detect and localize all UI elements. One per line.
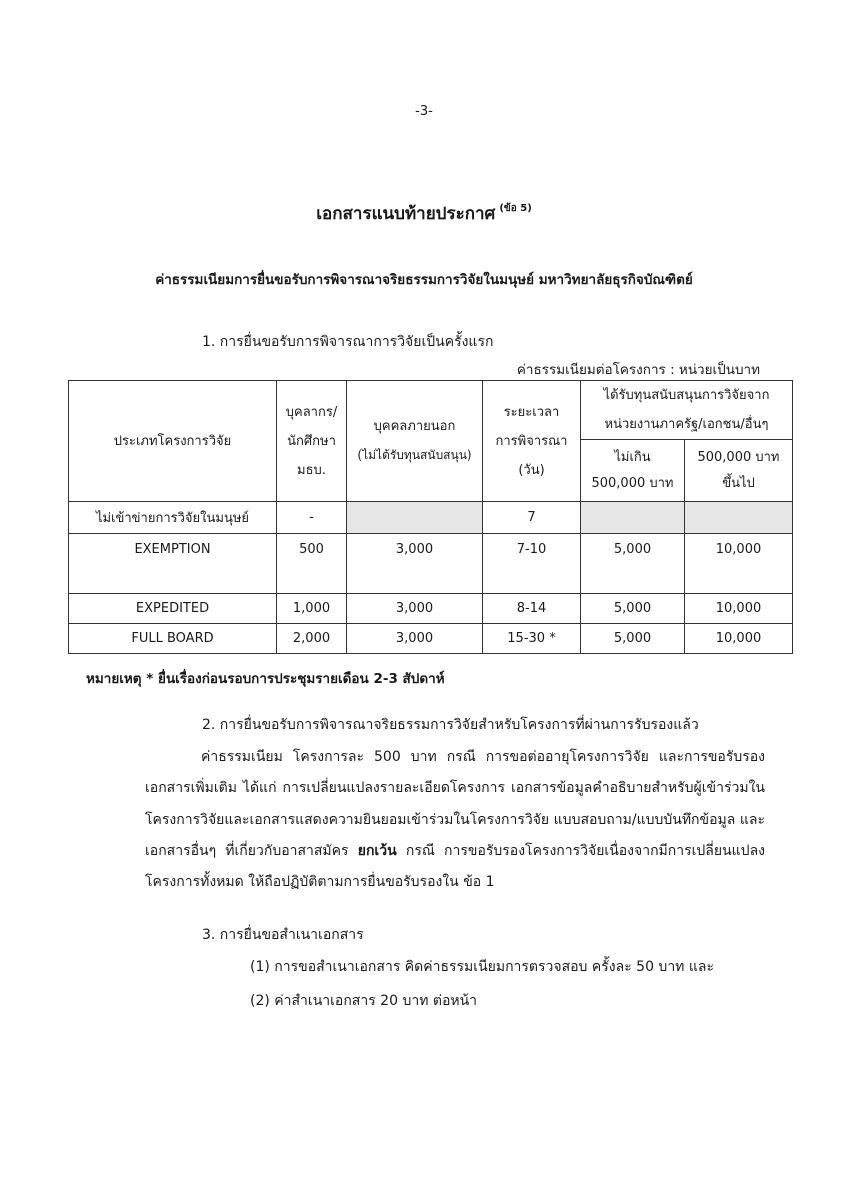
- section2-text-part2: กรณี การขอรับรองโครงการวิจัยเนื่องจากมีการเปลี่ยนแปลงโครงการทั้งหมด ให้ถือปฏิบัติตามการยื่นขอรับรองใน ข้อ 1: [145, 842, 765, 891]
- header-period-line3: (วัน): [518, 462, 545, 478]
- header-funded-high-line1: 500,000 บาท: [697, 449, 780, 465]
- row-external: [347, 502, 483, 534]
- unit-note: ค่าธรรมเนียมต่อโครงการ : หน่วยเป็นบาท: [516, 362, 760, 378]
- row-type: EXEMPTION: [69, 534, 277, 594]
- row-funded-high: 10,000: [685, 624, 793, 654]
- row-funded-high: 10,000: [685, 534, 793, 594]
- row-period: 15-30 *: [483, 624, 581, 654]
- header-period: [483, 381, 581, 502]
- row-funded-low: 5,000: [581, 534, 685, 594]
- row-external: 3,000: [347, 624, 483, 654]
- row-period: 7: [483, 502, 581, 534]
- table-row: [69, 624, 793, 654]
- section2-text-part1: ค่าธรรมเนียม โครงการละ 500 บาท กรณี การขอต่ออายุโครงการวิจัย และการขอรับรองเอกสารเพิ่มเติม ได้แก่ การเปลี่ยนแปลงรายละเอียดโครงการ เอกสารข้อมูลคำอธิบายสำหรับผู้เข้าร่วมในโครงการวิจัยและเอกสารแสดงความยินยอมเข้าร่วมในโครงการวิจัย แบบสอบถาม/แบบบันทึกข้อมูล และเอกสารอื่นๆ ที่เกี่ยวกับอาสาสมัคร: [145, 749, 765, 859]
- row-type: FULL BOARD: [69, 624, 277, 654]
- header-external-line1: บุคคลภายนอก: [373, 419, 456, 434]
- row-staff: 1,000: [277, 594, 347, 624]
- section3-heading: 3. การยื่นขอสำเนาเอกสาร: [202, 927, 364, 943]
- header-staff-line2: นักศึกษา: [287, 433, 336, 449]
- row-funded-low: 5,000: [581, 594, 685, 624]
- row-funded-low: [581, 502, 685, 534]
- table-remark: หมายเหตุ * ยื่นเรื่องก่อนรอบการประชุมรายเดือน 2-3 สัปดาห์: [86, 671, 445, 687]
- header-funded-high: [685, 440, 793, 502]
- header-period-line1: ระยะเวลา: [503, 404, 560, 420]
- row-funded-high: [685, 502, 793, 534]
- row-type: EXPEDITED: [69, 594, 277, 624]
- table-row: [69, 502, 793, 534]
- header-funded-high-line2: ขึ้นไป: [722, 475, 755, 491]
- subtitle: ค่าธรรมเนียมการยื่นขอรับการพิจารณาจริยธรรมการวิจัยในมนุษย์ มหาวิทยาลัยธุรกิจบัณฑิตย์: [155, 272, 693, 288]
- header-staff: [277, 381, 347, 502]
- section3-item-1: (1) การขอสำเนาเอกสาร คิดค่าธรรมเนียมการตรวจสอบ ครั้งละ 50 บาท และ: [250, 959, 714, 975]
- row-period: 8-14: [483, 594, 581, 624]
- header-funded-low-line1: ไม่เกิน: [614, 449, 651, 465]
- header-funded-low-line2: 500,000 บาท: [591, 475, 674, 491]
- table-row: [69, 534, 793, 594]
- row-staff: -: [277, 502, 347, 534]
- row-period: 7-10: [483, 534, 581, 594]
- row-external: 3,000: [347, 534, 483, 594]
- fee-table: [68, 380, 793, 654]
- header-funded-line1: ได้รับทุนสนับสนุนการวิจัยจาก: [603, 388, 770, 403]
- page-title: [0, 200, 848, 227]
- header-funded: [581, 381, 793, 440]
- title-note: (ข้อ 5): [499, 203, 532, 214]
- row-funded-high: 10,000: [685, 594, 793, 624]
- header-staff-line1: บุคลากร/: [285, 404, 338, 420]
- header-type: ประเภทโครงการวิจัย: [69, 381, 277, 502]
- header-funded-line2: หน่วยงานภาครัฐ/เอกชน/อื่นๆ: [604, 417, 769, 432]
- header-external-line2: (ไม่ได้รับทุนสนับสนุน): [357, 448, 472, 462]
- section2-paragraph: [145, 742, 765, 898]
- table-row: [69, 594, 793, 624]
- row-staff: 500: [277, 534, 347, 594]
- section3-item-2: (2) ค่าสำเนาเอกสาร 20 บาท ต่อหน้า: [250, 993, 478, 1009]
- row-funded-low: 5,000: [581, 624, 685, 654]
- title-text: เอกสารแนบท้ายประกาศ: [316, 204, 496, 224]
- row-staff: 2,000: [277, 624, 347, 654]
- section1-heading: 1. การยื่นขอรับการพิจารณาการวิจัยเป็นครั้งแรก: [202, 334, 494, 350]
- row-type: ไม่เข้าข่ายการวิจัยในมนุษย์: [69, 502, 277, 534]
- header-staff-line3: มธบ.: [297, 462, 326, 478]
- header-period-line2: การพิจารณา: [495, 433, 568, 449]
- section2-heading: 2. การยื่นขอรับการพิจารณาจริยธรรมการวิจัยสำหรับโครงการที่ผ่านการรับรองแล้ว: [202, 717, 699, 733]
- header-funded-low: [581, 440, 685, 502]
- page-number: -3-: [415, 104, 433, 119]
- header-external: [347, 381, 483, 502]
- row-external: 3,000: [347, 594, 483, 624]
- section2-text-bold: ยกเว้น: [357, 842, 397, 859]
